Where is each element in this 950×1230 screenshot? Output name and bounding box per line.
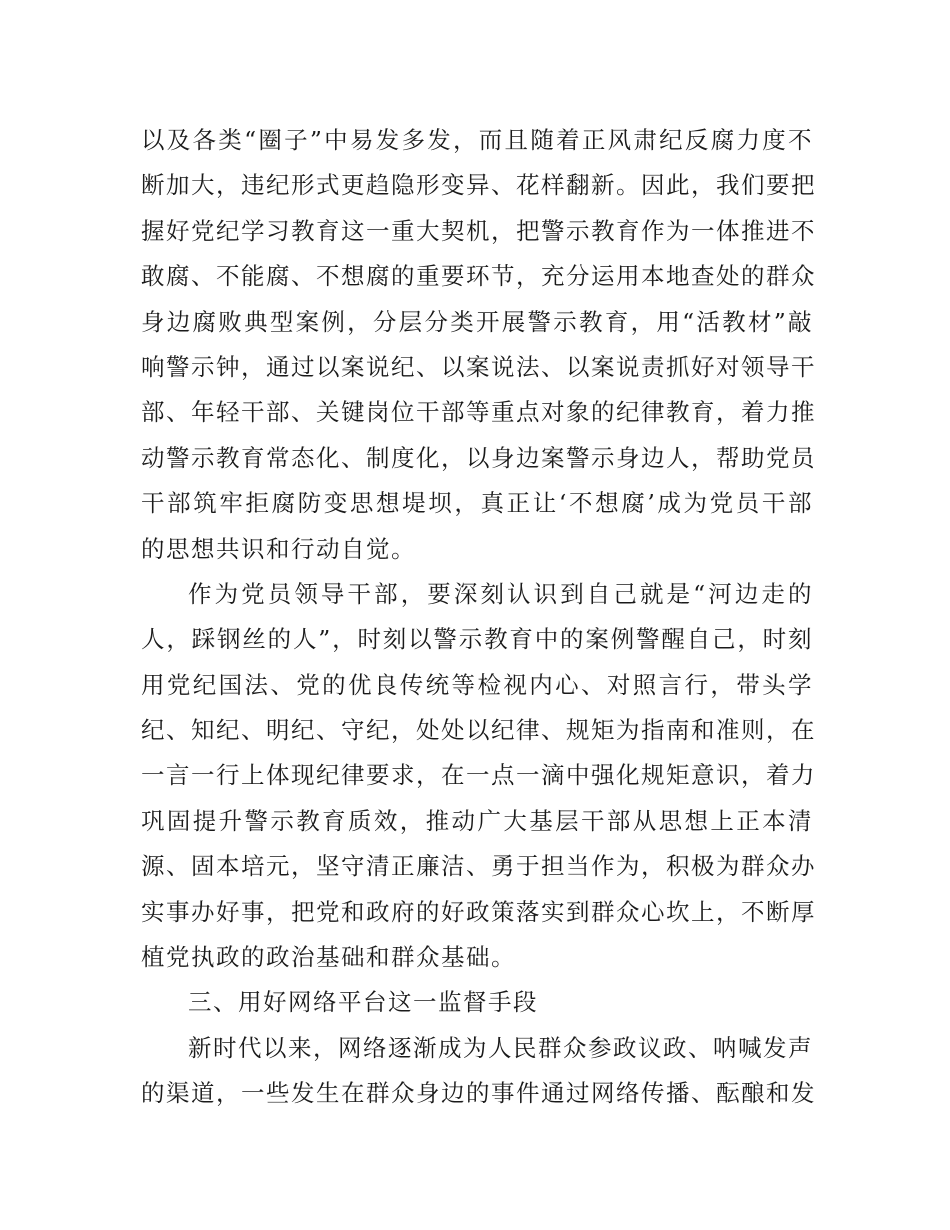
paragraph (141, 1026, 816, 1117)
paragraph (141, 118, 816, 572)
text-line: 动警示教育常态化、制度化，以身边案警示身边人，帮助党员 (141, 443, 816, 472)
text-line: 响警示钟，通过以案说纪、以案说法、以案说责抓好对领导干 (141, 352, 816, 381)
text-line: 用党纪国法、党的优良传统等检视内心、对照言行，带头学 (141, 670, 813, 699)
text-line: 源、固本培元，坚守清正廉洁、勇于担当作为，积极为群众办 (141, 852, 816, 881)
text-line: 断加大，违纪形式更趋隐形变异、花样翻新。因此，我们要把 (141, 171, 816, 200)
text-line: 身边腐败典型案例，分层分类开展警示教育，用“活教材”敲 (141, 307, 813, 336)
text-line: 敢腐、不能腐、不想腐的重要环节，充分运用本地查处的群众 (141, 262, 816, 291)
section-heading (141, 980, 813, 1025)
text-line: 人，踩钢丝的人”，时刻以警示教育中的案例警醒自己，时刻 (141, 625, 813, 654)
text-line: 握好党纪学习教育这一重大契机，把警示教育作为一体推进不 (141, 216, 816, 245)
text-line: 作为党员领导干部，要深刻认识到自己就是“河边走的 (188, 579, 813, 608)
text-line: 以及各类“圈子”中易发多发，而且随着正风肃纪反腐力度不 (141, 126, 813, 154)
text-line: 新时代以来，网络逐渐成为人民群众参政议政、呐喊发声 (188, 1033, 813, 1062)
text-line: 的渠道，一些发生在群众身边的事件通过网络传播、酝酿和发 (141, 1079, 816, 1108)
text-line: 纪、知纪、明纪、守纪，处处以纪律、规矩为指南和准则，在 (141, 716, 816, 745)
paragraph (141, 572, 816, 981)
text-line: 植党执政的政治基础和群众基础。 (141, 943, 516, 972)
text-line: 一言一行上体现纪律要求，在一点一滴中强化规矩意识，着力 (141, 761, 816, 790)
text-line: 巩固提升警示教育质效，推动广大基层干部从思想上正本清 (141, 806, 813, 835)
text-line: 的思想共识和行动自觉。 (141, 534, 416, 563)
text-line: 干部筑牢拒腐防变思想堤坝，真正让‘不想腐’成为党员干部 (141, 489, 813, 518)
document-body (141, 118, 816, 1117)
heading-text: 三、用好网络平台这一监督手段 (188, 988, 538, 1017)
text-line: 部、年轻干部、关键岗位干部等重点对象的纪律教育，着力推 (141, 398, 816, 427)
text-line: 实事办好事，把党和政府的好政策落实到群众心坎上，不断厚 (141, 897, 816, 926)
